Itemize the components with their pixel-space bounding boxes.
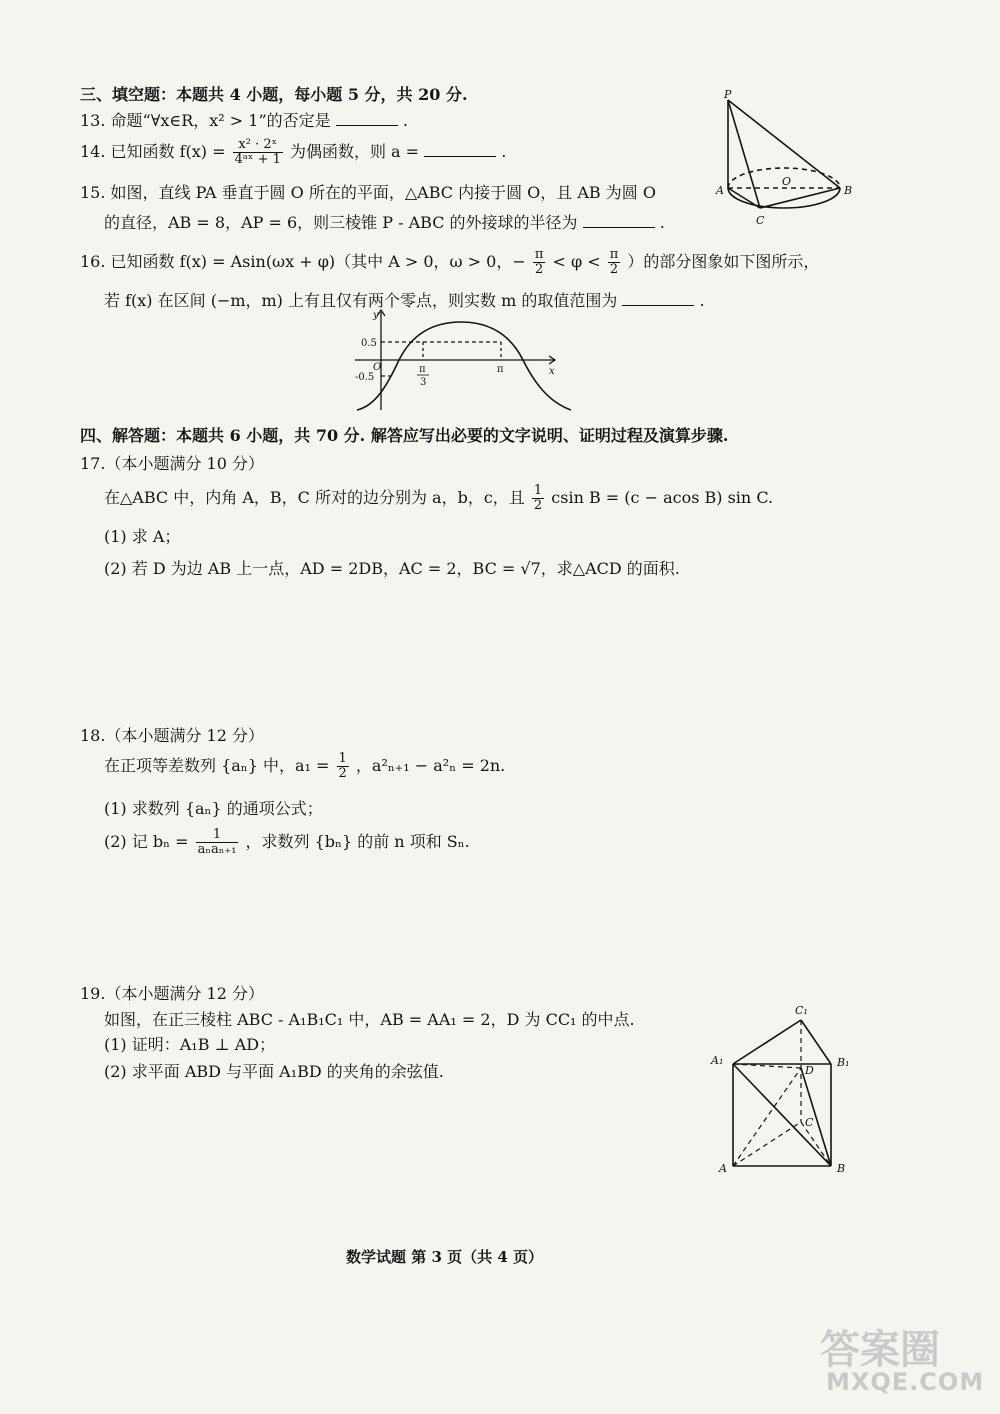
- q18-b-fraction: [196, 828, 239, 857]
- q18-b-den: aₙaₙ₊₁: [197, 842, 237, 857]
- label-pi: π: [497, 364, 504, 375]
- q18-half-den: 2: [338, 766, 347, 781]
- q18-part1: (1) 求数列 {aₙ} 的通项公式；: [104, 799, 323, 818]
- q16-two-2: 2: [609, 262, 619, 277]
- q17-part2: (2) 若 D 为边 AB 上一点，AD = 2DB，AC = 2，BC = √7，求△ACD 的面积.: [104, 559, 680, 578]
- q16-pi-1: π: [534, 247, 544, 262]
- segment-AD: [733, 1068, 801, 1166]
- label-C: C: [756, 214, 765, 227]
- label-pi-3-den: 3: [420, 377, 427, 388]
- segment-A1B: [733, 1064, 831, 1166]
- page-footer: 数学试题 第 3 页（共 4 页）: [346, 1248, 543, 1266]
- segment-BC: [760, 188, 840, 208]
- q16-mid: < φ <: [552, 252, 601, 271]
- sine-curve: [357, 322, 571, 410]
- q16-line1: [80, 248, 819, 277]
- question-13: [80, 108, 408, 131]
- label-C: C: [805, 1116, 814, 1129]
- label-pi-3-num: π: [419, 364, 426, 375]
- q14-text: 14. 已知函数 f(x) =: [80, 142, 226, 161]
- q18-half-num: 1: [338, 751, 347, 766]
- q14-suffix: 为偶函数，则 a =: [289, 142, 420, 161]
- q17-stem: [104, 484, 773, 513]
- q16-pi-over-2: [608, 248, 621, 277]
- q19-part2: (2) 求平面 ABD 与平面 A₁BD 的夹角的余弦值.: [104, 1062, 444, 1081]
- label-A1: A₁: [711, 1054, 724, 1067]
- label-B: B: [837, 1162, 846, 1175]
- q18-stem-text: 在正项等差数列 {aₙ} 中，a₁ =: [104, 756, 330, 775]
- q17-title: 17.（本小题满分 10 分）: [80, 454, 264, 473]
- q19-stem: 如图，在正三棱柱 ABC - A₁B₁C₁ 中，AB = AA₁ = 2，D 为 CC₁ 的中点.: [104, 1010, 635, 1029]
- q17-stem-end: csin B = (c − acos B) sin C.: [551, 488, 774, 507]
- label-neg-0-5: -0.5: [355, 372, 375, 383]
- section4-header: 四、解答题：本题共 6 小题，共 70 分. 解答应写出必要的文字说明、证明过程及演算步骤.: [80, 426, 729, 445]
- q14-fraction: [233, 138, 283, 167]
- q17-stem-text: 在△ABC 中，内角 A，B，C 所对的边分别为 a，b，c，且: [104, 488, 525, 507]
- q15-line2: [104, 210, 665, 233]
- q15-text: 的直径，AB = 8，AP = 6，则三棱锥 P - ABC 的外接球的半径为: [104, 213, 578, 232]
- q15-end: .: [659, 213, 665, 232]
- label-O: O: [373, 362, 382, 373]
- question-14: [80, 138, 506, 167]
- label-x: x: [549, 366, 555, 377]
- q14-end: .: [501, 142, 507, 161]
- q15-line1: 15. 如图，直线 PA 垂直于圆 O 所在的平面，△ABC 内接于圆 O，且 AB 为圆 O: [80, 183, 656, 202]
- q16-text-2: 若 f(x) 在区间 (−m，m) 上有且仅有两个零点，则实数 m 的取值范围为: [104, 291, 618, 310]
- q18-b-num: 1: [196, 828, 239, 843]
- label-P: P: [724, 88, 732, 101]
- edge-A1C1: [733, 1020, 801, 1064]
- q13-answer-blank: [336, 111, 398, 126]
- q17-part1: (1) 求 A；: [104, 527, 181, 546]
- q17-half-num: 1: [533, 483, 543, 498]
- q16-suffix: ）的部分图象如下图所示，: [627, 252, 820, 271]
- sine-graph: [345, 306, 585, 416]
- q19-title: 19.（本小题满分 12 分）: [80, 984, 264, 1003]
- edge-AC: [733, 1122, 801, 1166]
- edge-C1B1: [801, 1020, 831, 1064]
- q14-answer-blank: [424, 142, 496, 157]
- q18-half: [337, 752, 349, 781]
- watermark-site: MXQE.COM: [826, 1368, 985, 1396]
- label-B: B: [844, 184, 853, 197]
- label-0-5: 0.5: [361, 338, 377, 349]
- q14-numerator: x² · 2ˣ: [233, 138, 283, 153]
- q18-p2-end: ，求数列 {bₙ} 的前 n 项和 Sₙ.: [245, 832, 470, 851]
- watermark-logo: 答案圈: [820, 1327, 940, 1373]
- q19-part1: (1) 证明：A₁B ⊥ AD；: [104, 1035, 276, 1054]
- label-C1: C₁: [795, 1004, 808, 1017]
- q14-denominator: 4ᵃˣ + 1: [234, 152, 281, 167]
- label-A: A: [719, 1162, 727, 1175]
- q16-two-1: 2: [534, 262, 544, 277]
- q13-text: 13. 命题“∀x∈R，x² > 1”的否定是: [80, 111, 331, 130]
- q18-title: 18.（本小题满分 12 分）: [80, 726, 264, 745]
- q16-answer-blank: [622, 291, 694, 306]
- q16-text: 16. 已知函数 f(x) = Asin(ωx + φ)（其中 A > 0，ω > 0，−: [80, 252, 526, 271]
- q17-half: [532, 484, 544, 513]
- label-D: D: [805, 1064, 814, 1077]
- q16-pi-2: π: [609, 247, 619, 262]
- q18-stem-end: ，a²ₙ₊₁ − a²ₙ = 2n.: [355, 756, 506, 775]
- label-O: O: [782, 175, 792, 188]
- q16-neg-pi-over-2: [533, 248, 546, 277]
- q17-half-den: 2: [533, 498, 543, 513]
- cone-figure: [700, 88, 860, 238]
- label-y: y: [373, 310, 379, 321]
- q18-part2: [104, 828, 470, 857]
- section3-header: 三、填空题：本题共 4 小题，每小题 5 分，共 20 分.: [80, 85, 468, 104]
- prism-figure: [705, 1000, 865, 1185]
- label-A: A: [716, 184, 724, 197]
- q18-p2-text: (2) 记 bₙ =: [104, 832, 189, 851]
- label-B1: B₁: [837, 1056, 850, 1069]
- q15-answer-blank: [583, 213, 655, 228]
- q18-stem: [104, 752, 505, 781]
- q13-end: .: [402, 111, 408, 130]
- q16-end: .: [699, 291, 705, 310]
